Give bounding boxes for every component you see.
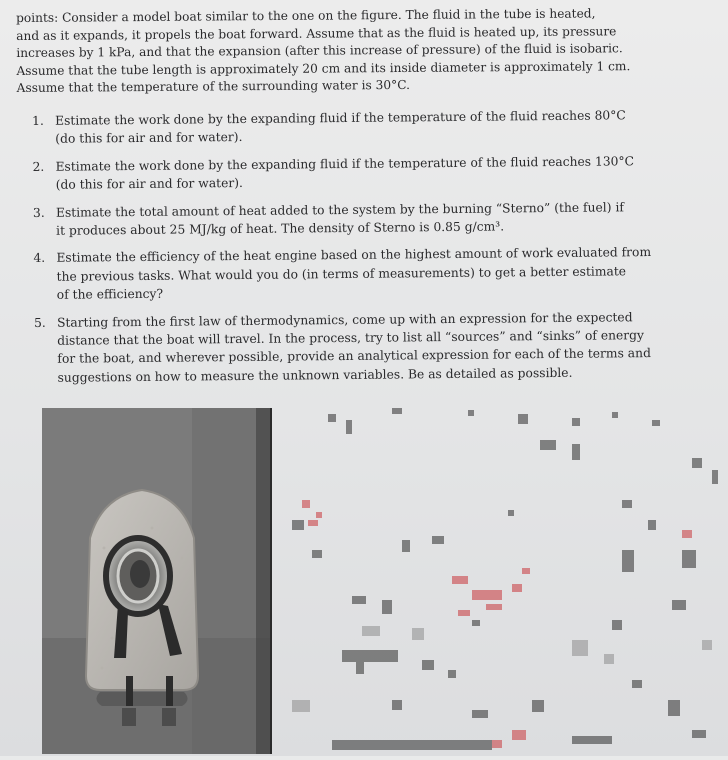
- question-item: [33, 197, 701, 240]
- question-line: of the efficiency?: [56, 287, 164, 303]
- question-line: (do this for air and for water).: [55, 130, 243, 147]
- intro-line: Assume that the tube length is approximately 20 cm and its inside diameter is approximately 1 cm.: [16, 58, 631, 78]
- question-item: [32, 106, 700, 149]
- question-line: Estimate the total amount of heat added to the system by the burning “Sterno” (the fuel) if: [55, 199, 624, 220]
- question-line: Starting from the first law of thermodynamics, come up with an expression for the expected: [56, 309, 633, 330]
- question-number: 4.: [33, 251, 46, 266]
- boat-photo: [42, 408, 272, 754]
- question-number: 3.: [32, 205, 45, 220]
- intro-paragraph: [16, 5, 685, 98]
- question-number: 2.: [32, 159, 45, 174]
- intro-line: Assume that the temperature of the surrounding water is 30°C.: [16, 78, 410, 96]
- question-line: distance that the boat will travel. In the process, try to list all “sources” and “sinks” of energy: [57, 328, 645, 348]
- question-line: Estimate the work done by the expanding fluid if the temperature of the fluid reaches 130°C: [55, 154, 635, 174]
- question-list: [32, 106, 703, 397]
- intro-line: increases by 1 kPa, and that the expansion (after this increase of pressure) of the fluid is isobaric.: [16, 41, 623, 61]
- question-item: [32, 151, 700, 194]
- boat-diagram: [272, 400, 728, 756]
- question-line: suggestions on how to measure the unknown variables. Be as detailed as possible.: [57, 365, 573, 385]
- question-line: Estimate the efficiency of the heat engine based on the highest amount of work evaluated from: [56, 245, 652, 266]
- question-item: [34, 307, 703, 387]
- question-line: the previous tasks. What would you do (in terms of measurements) to get a better estimate: [56, 264, 627, 284]
- intro-line: and as it expands, it propels the boat forward. Assume that as the fluid is heated up, its pressure: [16, 23, 617, 43]
- question-line: (do this for air and for water).: [55, 176, 243, 192]
- question-number: 1.: [32, 113, 44, 128]
- question-line: for the boat, and wherever possible, provide an analytical expression for each of the terms and: [57, 346, 651, 367]
- question-item: [33, 243, 701, 305]
- question-line: Estimate the work done by the expanding fluid if the temperature of the fluid reaches 80°C: [55, 108, 626, 128]
- intro-line: points: Consider a model boat similar to the one on the figure. The fluid in the tube is heated,: [16, 6, 596, 25]
- question-number: 5.: [33, 315, 46, 330]
- question-line: it produces about 25 MJ/kg of heat. The density of Sterno is 0.85 g/cm³.: [56, 219, 505, 238]
